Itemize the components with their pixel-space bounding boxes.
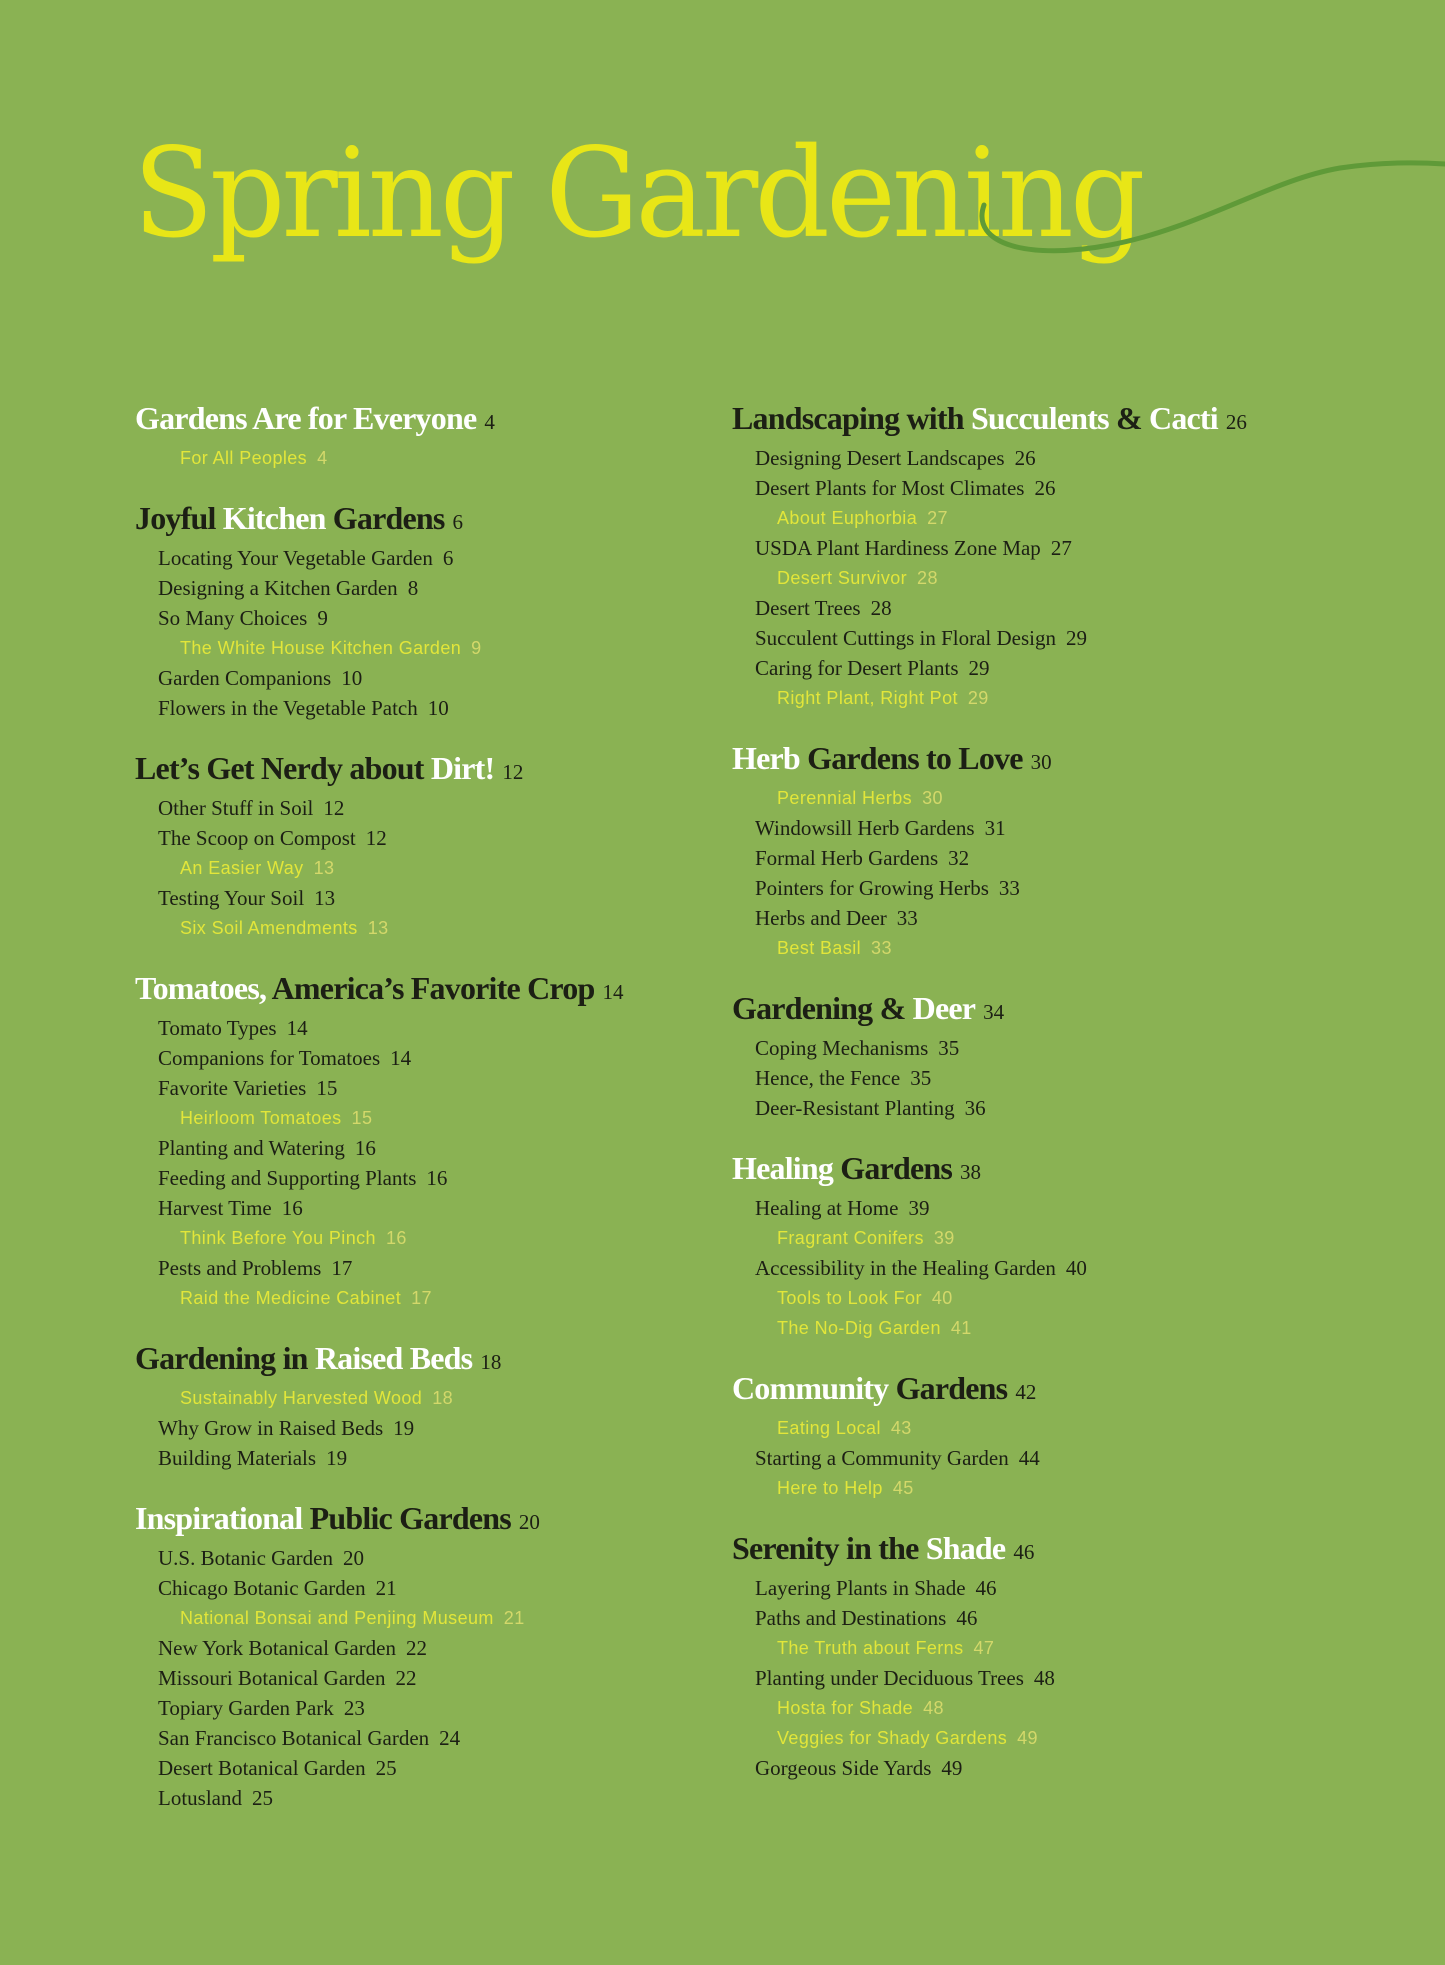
entry-title: Lotusland: [158, 1786, 242, 1810]
entry-title: Garden Companions: [158, 666, 332, 690]
entry-page-number: 33: [998, 876, 1020, 900]
entry-title: Designing a Kitchen Garden: [158, 576, 398, 600]
entry-page-number: 25: [375, 1756, 397, 1780]
section-heading[interactable]: [732, 1368, 1332, 1412]
entry-page-number: 14: [390, 1046, 412, 1070]
entry-page-number: 28: [870, 596, 892, 620]
entry-title: Why Grow in Raised Beds: [158, 1416, 384, 1440]
toc-column-left: [135, 398, 735, 1838]
entry-title: Harvest Time: [158, 1196, 272, 1220]
entry-title: Designing Desert Landscapes: [755, 446, 1005, 470]
entry-title: Perennial Herbs: [777, 788, 913, 808]
entry-title: Six Soil Amendments: [180, 918, 358, 938]
entry-page-number: 19: [393, 1416, 415, 1440]
entry-title: Caring for Desert Plants: [755, 656, 959, 680]
entry-page-number: 48: [923, 1698, 944, 1718]
section-heading[interactable]: [135, 498, 735, 542]
toc-entry[interactable]: [135, 573, 735, 603]
toc-entry[interactable]: [732, 1063, 1332, 1093]
heading-segment: Joyful: [135, 500, 223, 536]
toc-sidebar-entry[interactable]: [135, 913, 735, 943]
entry-title: Eating Local: [777, 1418, 881, 1438]
toc-entry[interactable]: [135, 1663, 735, 1693]
entry-page-number: 21: [375, 1576, 397, 1600]
section-page-number: 6: [452, 510, 464, 534]
toc-entry[interactable]: [135, 793, 735, 823]
toc-entry[interactable]: [732, 1663, 1332, 1693]
toc-entry[interactable]: [732, 873, 1332, 903]
entry-title: Right Plant, Right Pot: [777, 688, 958, 708]
entry-page-number: 10: [427, 696, 449, 720]
toc-entry[interactable]: [732, 653, 1332, 683]
toc-entry[interactable]: [135, 1753, 735, 1783]
section-heading[interactable]: [732, 1148, 1332, 1192]
entry-title: Desert Botanical Garden: [158, 1756, 366, 1780]
section-page-number: 18: [480, 1350, 502, 1374]
section-heading[interactable]: [732, 398, 1332, 442]
section-page-number: 12: [502, 760, 524, 784]
toc-section: [135, 498, 735, 723]
entry-title: Heirloom Tomatoes: [180, 1108, 342, 1128]
toc-sidebar-entry[interactable]: [732, 1283, 1332, 1313]
entry-page-number: 8: [407, 576, 419, 600]
entry-page-number: 16: [281, 1196, 303, 1220]
entry-title: For All Peoples: [180, 448, 308, 468]
entry-page-number: 18: [432, 1388, 454, 1408]
entry-page-number: 41: [950, 1318, 972, 1338]
entry-title: Planting under Deciduous Trees: [755, 1666, 1024, 1690]
entry-title: About Euphorbia: [777, 508, 918, 528]
entry-page-number: 10: [341, 666, 363, 690]
decorative-swoosh: [970, 150, 1445, 260]
toc-sidebar-entry[interactable]: [732, 683, 1332, 713]
section-heading[interactable]: [732, 988, 1332, 1032]
heading-segment: &: [1108, 400, 1150, 436]
toc-entry[interactable]: [135, 1443, 735, 1473]
entry-page-number: 9: [471, 638, 482, 658]
entry-page-number: 21: [503, 1608, 525, 1628]
entry-page-number: 16: [385, 1228, 407, 1248]
toc-sidebar-entry[interactable]: [732, 1223, 1332, 1253]
entry-title: Coping Mechanisms: [755, 1036, 929, 1060]
toc-entry[interactable]: [732, 593, 1332, 623]
toc-sidebar-entry[interactable]: [732, 1633, 1332, 1663]
heading-segment: Gardens: [833, 1150, 953, 1186]
toc-sidebar-entry[interactable]: [732, 933, 1332, 963]
entry-title: Paths and Destinations: [755, 1606, 947, 1630]
entry-page-number: 15: [351, 1108, 373, 1128]
heading-segment: Healing: [732, 1150, 834, 1186]
entry-page-number: 14: [286, 1016, 308, 1040]
toc-entry[interactable]: [135, 1413, 735, 1443]
toc-section: [732, 738, 1332, 963]
entry-page-number: 29: [1065, 626, 1087, 650]
heading-segment: Let’s Get Nerdy about: [135, 750, 431, 786]
entry-title: New York Botanical Garden: [158, 1636, 396, 1660]
entry-title: Building Materials: [158, 1446, 317, 1470]
entry-title: Windowsill Herb Gardens: [755, 816, 975, 840]
section-heading[interactable]: [732, 1528, 1332, 1572]
heading-segment: Dirt!: [430, 750, 495, 786]
toc-entry[interactable]: [135, 1253, 735, 1283]
heading-segment: Gardens to Love: [799, 740, 1023, 776]
toc-entry[interactable]: [732, 1193, 1332, 1223]
entry-title: Hosta for Shade: [777, 1698, 914, 1718]
entry-title: Planting and Watering: [158, 1136, 345, 1160]
entry-title: Other Stuff in Soil: [158, 796, 314, 820]
toc-sidebar-entry[interactable]: [732, 1413, 1332, 1443]
toc-entry[interactable]: [135, 1163, 735, 1193]
heading-segment: Gardens Are for Everyone: [135, 400, 477, 436]
entry-title: So Many Choices: [158, 606, 308, 630]
toc-section: [135, 968, 735, 1313]
section-page-number: 34: [983, 1000, 1005, 1024]
heading-segment: Landscaping with: [732, 400, 971, 436]
section-heading[interactable]: [135, 968, 735, 1012]
toc-entry[interactable]: [732, 813, 1332, 843]
section-page-number: 42: [1015, 1380, 1037, 1404]
section-page-number: 4: [484, 410, 495, 434]
heading-segment: Community: [732, 1370, 889, 1406]
entry-title: Desert Plants for Most Climates: [755, 476, 1025, 500]
section-heading[interactable]: [135, 1498, 735, 1542]
toc-entry[interactable]: [135, 883, 735, 913]
entry-page-number: 6: [442, 546, 454, 570]
toc-entry[interactable]: [732, 1253, 1332, 1283]
entry-page-number: 44: [1018, 1446, 1040, 1470]
entry-page-number: 28: [917, 568, 938, 588]
toc-entry[interactable]: [135, 1073, 735, 1103]
page-title: Spring Gardening: [133, 122, 1142, 266]
toc-entry[interactable]: [732, 533, 1332, 563]
entry-title: Pointers for Growing Herbs: [755, 876, 989, 900]
entry-title: Think Before You Pinch: [180, 1228, 376, 1248]
entry-title: Fragrant Conifers: [777, 1228, 924, 1248]
entry-title: U.S. Botanic Garden: [158, 1546, 333, 1570]
toc-entry[interactable]: [135, 603, 735, 633]
toc-sidebar-entry[interactable]: [135, 443, 735, 473]
entry-page-number: 15: [316, 1076, 338, 1100]
toc-sidebar-entry[interactable]: [732, 1473, 1332, 1503]
heading-segment: Gardening in: [135, 1340, 315, 1376]
entry-title: The Scoop on Compost: [158, 826, 356, 850]
entry-page-number: 39: [908, 1196, 930, 1220]
toc-entry[interactable]: [732, 903, 1332, 933]
section-page-number: 26: [1225, 410, 1247, 434]
entry-page-number: 13: [314, 886, 336, 910]
entry-title: The White House Kitchen Garden: [180, 638, 462, 658]
toc-entry[interactable]: [135, 1693, 735, 1723]
entry-title: Pests and Problems: [158, 1256, 322, 1280]
entry-page-number: 16: [354, 1136, 376, 1160]
toc-entry[interactable]: [135, 663, 735, 693]
toc-sidebar-entry[interactable]: [732, 563, 1332, 593]
entry-page-number: 39: [933, 1228, 955, 1248]
section-heading[interactable]: [135, 1338, 735, 1382]
entry-title: San Francisco Botanical Garden: [158, 1726, 430, 1750]
entry-title: Testing Your Soil: [158, 886, 305, 910]
toc-column-right: [732, 398, 1332, 1808]
toc-entry[interactable]: [732, 843, 1332, 873]
entry-title: Locating Your Vegetable Garden: [158, 546, 433, 570]
entry-page-number: 17: [411, 1288, 432, 1308]
entry-page-number: 30: [922, 788, 943, 808]
toc-entry[interactable]: [732, 1753, 1332, 1783]
entry-title: Succulent Cuttings in Floral Design: [755, 626, 1056, 650]
section-page-number: 14: [602, 980, 624, 1004]
heading-segment: Tomatoes,: [135, 970, 267, 1006]
entry-title: The Truth about Ferns: [777, 1638, 964, 1658]
toc-sidebar-entry[interactable]: [732, 1693, 1332, 1723]
heading-segment: Serenity in the: [732, 1530, 926, 1566]
entry-page-number: 49: [941, 1756, 963, 1780]
entry-page-number: 19: [326, 1446, 348, 1470]
entry-title: Sustainably Harvested Wood: [180, 1388, 423, 1408]
entry-page-number: 47: [973, 1638, 995, 1658]
entry-title: An Easier Way: [180, 858, 304, 878]
entry-page-number: 4: [317, 448, 328, 468]
entry-page-number: 46: [956, 1606, 978, 1630]
toc-section: [732, 988, 1332, 1123]
entry-title: Best Basil: [777, 938, 862, 958]
entry-title: Missouri Botanical Garden: [158, 1666, 386, 1690]
entry-page-number: 49: [1017, 1728, 1038, 1748]
entry-title: Here to Help: [777, 1478, 883, 1498]
entry-title: Chicago Botanic Garden: [158, 1576, 366, 1600]
entry-page-number: 22: [395, 1666, 417, 1690]
toc-entry[interactable]: [732, 443, 1332, 473]
entry-page-number: 40: [1065, 1256, 1087, 1280]
entry-page-number: 46: [975, 1576, 997, 1600]
toc-sidebar-entry[interactable]: [135, 853, 735, 883]
entry-page-number: 24: [439, 1726, 461, 1750]
entry-page-number: 35: [910, 1066, 932, 1090]
entry-title: Layering Plants in Shade: [755, 1576, 966, 1600]
section-heading[interactable]: [135, 748, 735, 792]
entry-title: USDA Plant Hardiness Zone Map: [755, 536, 1041, 560]
entry-title: Healing at Home: [755, 1196, 899, 1220]
section-page-number: 30: [1030, 750, 1052, 774]
entry-page-number: 48: [1033, 1666, 1055, 1690]
toc-entry[interactable]: [135, 1723, 735, 1753]
entry-page-number: 35: [938, 1036, 960, 1060]
toc-entry[interactable]: [732, 1093, 1332, 1123]
entry-page-number: 17: [331, 1256, 353, 1280]
toc-entry[interactable]: [732, 1573, 1332, 1603]
entry-page-number: 33: [896, 906, 918, 930]
entry-page-number: 29: [967, 688, 989, 708]
heading-segment: Gardens: [325, 500, 445, 536]
entry-page-number: 23: [343, 1696, 365, 1720]
heading-segment: Shade: [925, 1530, 1006, 1566]
toc-section: [732, 1148, 1332, 1343]
toc-entry[interactable]: [732, 1603, 1332, 1633]
entry-page-number: 27: [1050, 536, 1072, 560]
toc-sidebar-entry[interactable]: [135, 1223, 735, 1253]
section-page-number: 20: [518, 1510, 540, 1534]
entry-title: Hence, the Fence: [755, 1066, 901, 1090]
section-heading[interactable]: [135, 398, 735, 442]
entry-title: Gorgeous Side Yards: [755, 1756, 932, 1780]
entry-page-number: 9: [317, 606, 328, 630]
entry-title: Tomato Types: [158, 1016, 277, 1040]
entry-page-number: 27: [927, 508, 948, 528]
toc-section: [135, 1338, 735, 1473]
entry-page-number: 26: [1014, 446, 1036, 470]
toc-section: [732, 1528, 1332, 1783]
entry-title: The No-Dig Garden: [777, 1318, 941, 1338]
toc-sidebar-entry[interactable]: [732, 783, 1332, 813]
entry-page-number: 20: [342, 1546, 364, 1570]
entry-page-number: 22: [405, 1636, 427, 1660]
entry-title: Topiary Garden Park: [158, 1696, 334, 1720]
entry-page-number: 13: [313, 858, 335, 878]
heading-segment: Cacti: [1149, 400, 1218, 436]
toc-entry[interactable]: [135, 693, 735, 723]
toc-sidebar-entry[interactable]: [732, 1723, 1332, 1753]
section-heading[interactable]: [732, 738, 1332, 782]
entry-page-number: 25: [252, 1786, 273, 1810]
toc-entry[interactable]: [135, 1573, 735, 1603]
toc-section: [135, 748, 735, 943]
toc-entry[interactable]: [135, 1633, 735, 1663]
toc-sidebar-entry[interactable]: [135, 633, 735, 663]
toc-entry[interactable]: [135, 1013, 735, 1043]
entry-title: Flowers in the Vegetable Patch: [158, 696, 418, 720]
toc-entry[interactable]: [135, 1043, 735, 1073]
entry-title: Favorite Varieties: [158, 1076, 307, 1100]
entry-page-number: 13: [367, 918, 389, 938]
toc-entry[interactable]: [135, 1133, 735, 1163]
toc-entry[interactable]: [732, 1443, 1332, 1473]
heading-segment: Gardening &: [732, 990, 913, 1026]
entry-title: Raid the Medicine Cabinet: [180, 1288, 402, 1308]
entry-page-number: 32: [948, 846, 970, 870]
toc-sidebar-entry[interactable]: [732, 1313, 1332, 1343]
toc-section: [732, 398, 1332, 713]
toc-sidebar-entry[interactable]: [135, 1103, 735, 1133]
toc-section: [135, 398, 735, 473]
toc-entry[interactable]: [135, 1783, 735, 1813]
entry-page-number: 16: [426, 1166, 448, 1190]
entry-page-number: 12: [323, 796, 345, 820]
toc-sidebar-entry[interactable]: [732, 503, 1332, 533]
entry-title: Desert Trees: [755, 596, 861, 620]
heading-segment: Deer: [912, 990, 976, 1026]
entry-page-number: 36: [964, 1096, 986, 1120]
entry-title: Veggies for Shady Gardens: [777, 1728, 1008, 1748]
heading-segment: Gardens: [888, 1370, 1008, 1406]
entry-page-number: 12: [365, 826, 387, 850]
heading-segment: Raised Beds: [314, 1340, 473, 1376]
entry-title: Feeding and Supporting Plants: [158, 1166, 417, 1190]
heading-segment: Herb: [732, 740, 800, 776]
entry-page-number: 26: [1034, 476, 1056, 500]
entry-title: Starting a Community Garden: [755, 1446, 1009, 1470]
toc-entry[interactable]: [135, 543, 735, 573]
entry-page-number: 31: [984, 816, 1006, 840]
toc-entry[interactable]: [135, 1193, 735, 1223]
toc-entry[interactable]: [732, 623, 1332, 653]
entry-title: Tools to Look For: [777, 1288, 922, 1308]
toc-sidebar-entry[interactable]: [135, 1383, 735, 1413]
entry-title: Deer-Resistant Planting: [755, 1096, 955, 1120]
entry-page-number: 40: [931, 1288, 953, 1308]
heading-segment: America’s Favorite Crop: [266, 970, 595, 1006]
entry-page-number: 33: [871, 938, 892, 958]
toc-section: [732, 1368, 1332, 1503]
heading-segment: Kitchen: [222, 500, 326, 536]
entry-page-number: 45: [892, 1478, 914, 1498]
toc-section: [135, 1498, 735, 1813]
entry-title: Herbs and Deer: [755, 906, 887, 930]
toc-entry[interactable]: [732, 1033, 1332, 1063]
entry-title: Desert Survivor: [777, 568, 908, 588]
toc-sidebar-entry[interactable]: [135, 1283, 735, 1313]
entry-title: Companions for Tomatoes: [158, 1046, 381, 1070]
section-page-number: 46: [1013, 1540, 1035, 1564]
entry-title: National Bonsai and Penjing Museum: [180, 1608, 494, 1628]
toc-entry[interactable]: [135, 1543, 735, 1573]
heading-segment: Public Gardens: [302, 1500, 511, 1536]
entry-page-number: 29: [968, 656, 990, 680]
entry-title: Accessibility in the Healing Garden: [755, 1256, 1056, 1280]
entry-title: Formal Herb Gardens: [755, 846, 939, 870]
heading-segment: Succulents: [970, 400, 1109, 436]
section-page-number: 38: [960, 1160, 982, 1184]
toc-entry[interactable]: [732, 473, 1332, 503]
toc-sidebar-entry[interactable]: [135, 1603, 735, 1633]
heading-segment: Inspirational: [135, 1500, 303, 1536]
toc-entry[interactable]: [135, 823, 735, 853]
entry-page-number: 43: [890, 1418, 912, 1438]
